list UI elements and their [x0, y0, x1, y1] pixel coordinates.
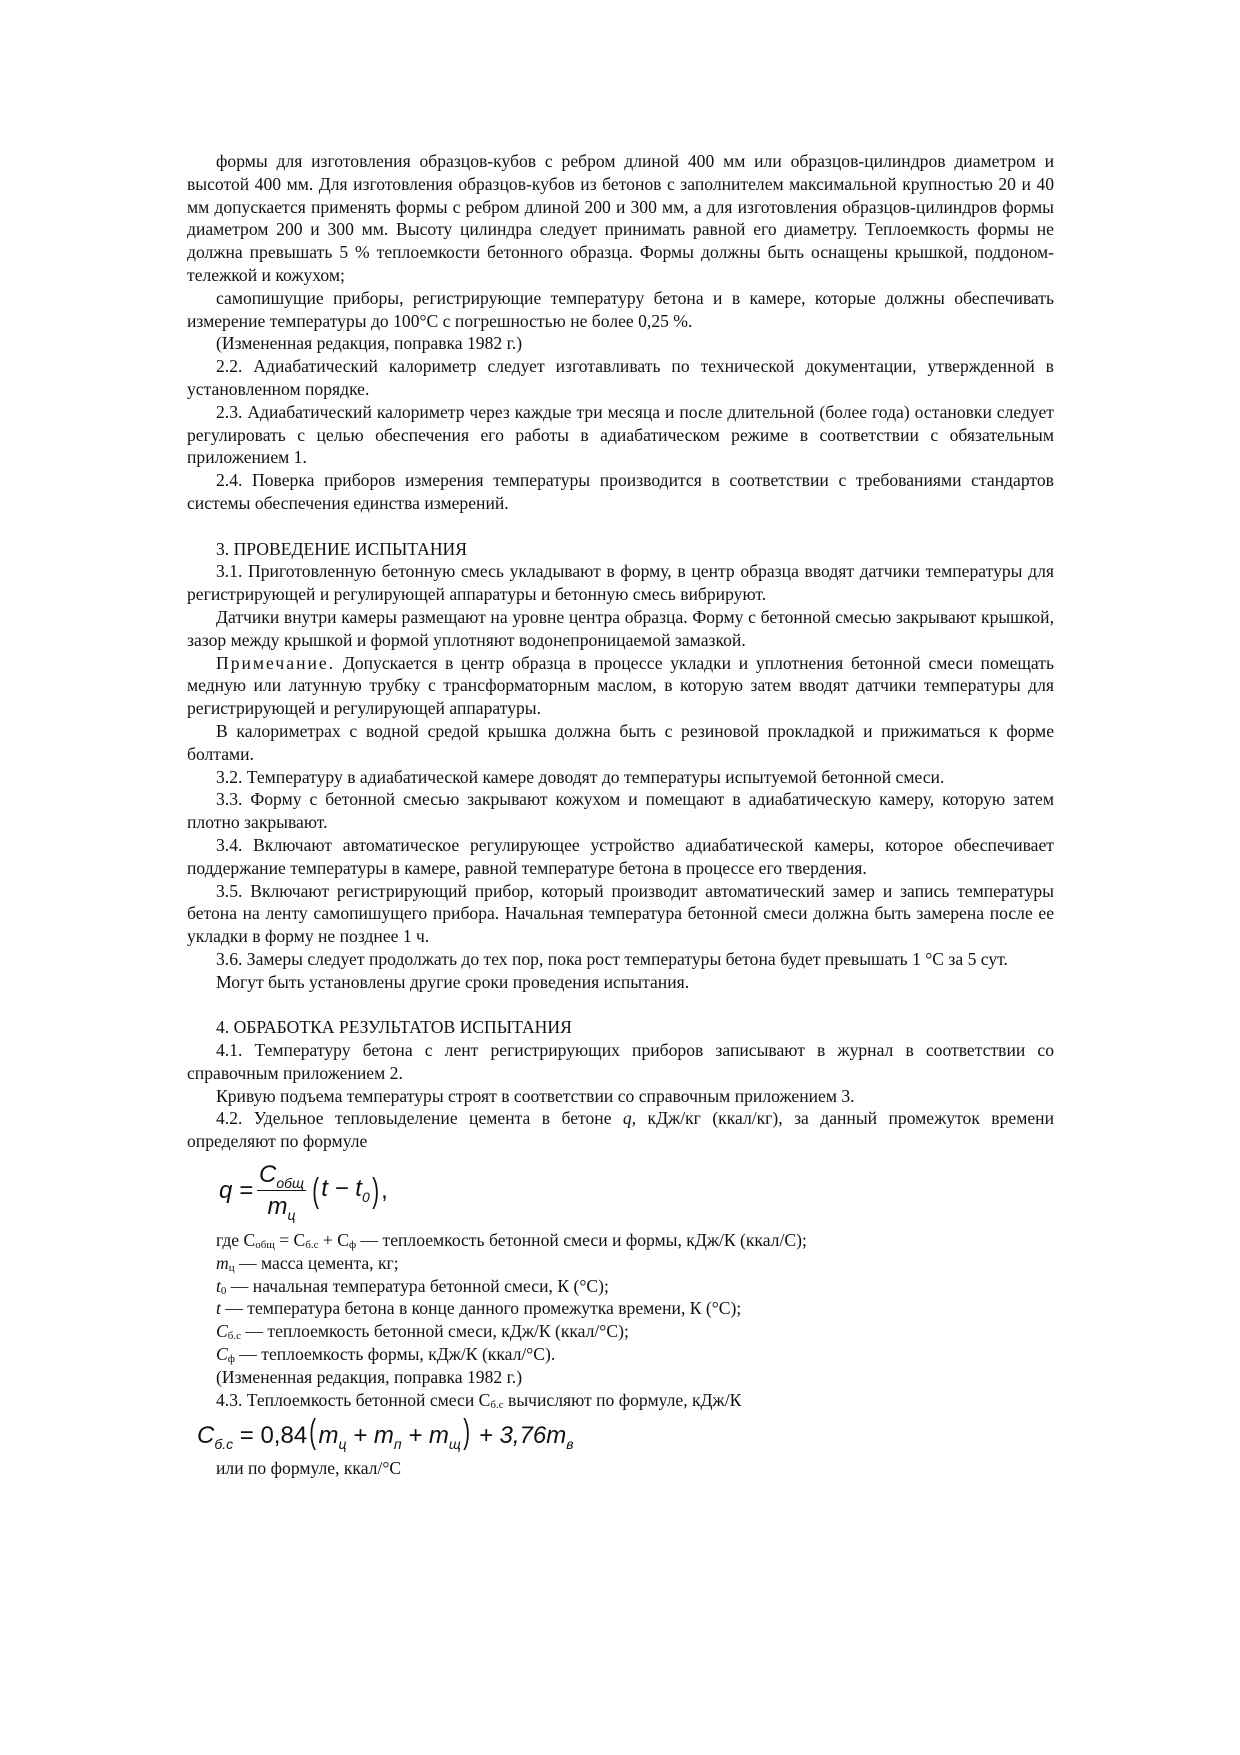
formula-comma: ,: [381, 1176, 388, 1204]
paragraph: или по формуле, ккал/°С: [216, 1458, 402, 1479]
note-paragraph: [187, 652, 1054, 720]
where-line: где $C_{общ} = C_{б.с} + C_ф$ — теплоемкость бетонной смеси и формы, кДж/К (ккал/С);: [216, 1230, 807, 1252]
paragraph: 3.5. Включают регистрирующий прибор, который производит автоматический замер и запись температуры бетона на ленту самопишущего прибора. Начальная температура бетонной смеси должна быть замерена после ее укладки в форму не позднее 1 ч.: [187, 880, 1054, 947]
text: , кДж/кг (ккал/кг), за данный промежуток времени определяют по формуле: [187, 1108, 1054, 1152]
document-page: [187, 150, 1054, 1480]
fraction: [257, 1160, 306, 1223]
paragraph: (Измененная редакция, поправка 1982 г.): [216, 333, 523, 354]
where-line: $m_ц$ — масса цемента, кг;: [216, 1252, 399, 1274]
where-line: t — температура бетона в конце данного промежутка времени, К (°С);: [216, 1298, 742, 1319]
formula-lhs-subscript: б.с: [214, 1436, 234, 1453]
paragraph: формы для изготовления образцов-кубов с ребром длиной 400 мм или образцов-цилиндров диаметром и высотой 400 мм. Для изготовления образцов-кубов из бетонов с заполнителем максимальной крупностью 20 и 40 мм допускается применять формы с ребром длиной 200 и 300 мм, а для изготовления образцов-цилиндров формы диаметром 200 и 300 мм. Высоту цилиндра следует принимать равной его диаметру. Теплоемкость формы не должна превышать 5 % теплоемкости бетонного образца. Формы должны быть оснащены крышкой, поддоном-тележкой и кожухом;: [187, 151, 1054, 285]
denominator-subscript: ц: [287, 1206, 296, 1223]
formula-heat-capacity: [197, 1411, 1054, 1457]
note-text: Допускается в центр образца в процессе укладки и уплотнения бетонной смеси помещать медную или латунную трубку с трансформаторным маслом, в которую затем вводят датчики температуры для регистрирующей и регулирующей аппаратуры.: [187, 652, 1054, 719]
where-line: $C_ф$ — теплоемкость формы, кДж/К (ккал/°С).: [216, 1344, 556, 1366]
numerator-symbol: C: [259, 1160, 277, 1188]
paragraph: 4.3. Теплоемкость бетонной смеси $C_{б.с}$ вычисляют по формуле, кДж/К: [216, 1389, 742, 1411]
formula-heat-release: q = $\frac{C_{общ}}{m_ц}$ ( $t - t_0$ ) ,: [219, 1160, 388, 1223]
paragraph: (Измененная редакция, поправка 1982 г.): [216, 1366, 523, 1387]
where-line: $t_0$ — начальная температура бетонной смеси, К (°С);: [216, 1275, 609, 1297]
paragraph: 3.6. Замеры следует продолжать до тех пор, пока рост температуры бетона будет превышать 1 °С за 5 сут.: [216, 948, 1008, 969]
paragraph: Датчики внутри камеры размещают на уровне центра образца. Форму с бетонной смесью закрывают крышкой, зазор между крышкой и формой уплотняют водонепроницаемой замазкой.: [187, 606, 1054, 650]
paragraph: 2.3. Адиабатический калориметр через каждые три месяца и после длительной (более года) остановки следует регулировать с целью обеспечения его работы в адиабатическом режиме в соответствии с обязательным приложением 1.: [187, 401, 1054, 468]
paragraph: Кривую подъема температуры строят в соответствии со справочным приложением 3.: [216, 1085, 855, 1106]
paragraph: Могут быть установлены другие сроки проведения испытания.: [216, 971, 690, 992]
section-heading: 3. ПРОВЕДЕНИЕ ИСПЫТАНИЯ: [216, 538, 468, 559]
note-label: Примечание.: [216, 652, 336, 673]
section-heading: 4. ОБРАБОТКА РЕЗУЛЬТАТОВ ИСПЫТАНИЯ: [216, 1017, 572, 1038]
paragraph: 2.2. Адиабатический калориметр следует изготавливать по технической документации, утвержденной в установленном порядке.: [187, 356, 1054, 399]
text: 4.2. Удельное тепловыделение цемента в бетоне: [216, 1108, 623, 1129]
paragraph: 3.4. Включают автоматическое регулирующее устройство адиабатической камеры, которое обеспечивает поддержание температуры в камере, равной температуре бетона в процессе его твердения.: [187, 834, 1054, 878]
numerator: [257, 1160, 306, 1191]
paragraph: 4.1. Температуру бетона с лент регистрирующих приборов записывают в журнал в соответствии со справочным приложением 2.: [187, 1040, 1054, 1083]
paragraph: 3.1. Приготовленную бетонную смесь укладывают в форму, в центр образца вводят датчики температуры для регистрирующей и регулирующей аппаратуры и бетонную смесь вибрируют.: [187, 561, 1054, 605]
formula-lhs: C: [197, 1422, 215, 1450]
denominator-symbol: m: [267, 1192, 288, 1220]
formula-lhs: q =: [219, 1176, 254, 1204]
where-line: $C_{б.с}$ — теплоемкость бетонной смеси, кДж/К (ккал/°С);: [216, 1321, 629, 1343]
numerator-subscript: общ: [276, 1174, 304, 1191]
symbol-q: q: [622, 1108, 632, 1129]
paragraph: В калориметрах с водной средой крышка должна быть с резиновой прокладкой и прижиматься к форме болтами.: [187, 720, 1054, 764]
paragraph: 2.4. Поверка приборов измерения температуры производится в соответствии с требованиями стандартов системы обеспечения единства измерений.: [187, 470, 1054, 513]
formula-term: $t - t_0$: [321, 1175, 370, 1206]
paragraph: 3.2. Температуру в адиабатической камере доводят до температуры испытуемой бетонной смеси.: [216, 766, 945, 787]
formula-line: $C_{б.с} = 0,84(m_ц + m_п + m_щ) + 3,76m_в$: [197, 1413, 574, 1453]
denominator: [267, 1191, 295, 1223]
paragraph: [187, 1107, 1054, 1153]
paragraph: самопишущие приборы, регистрирующие температуру бетона и в камере, которые должны обеспечивать измерение температуры до 100°С с погрешностью не более 0,25 %.: [187, 287, 1054, 331]
paragraph: 3.3. Форму с бетонной смесью закрывают кожухом и помещают в адиабатическую камеру, которую затем плотно закрывают.: [187, 789, 1054, 833]
